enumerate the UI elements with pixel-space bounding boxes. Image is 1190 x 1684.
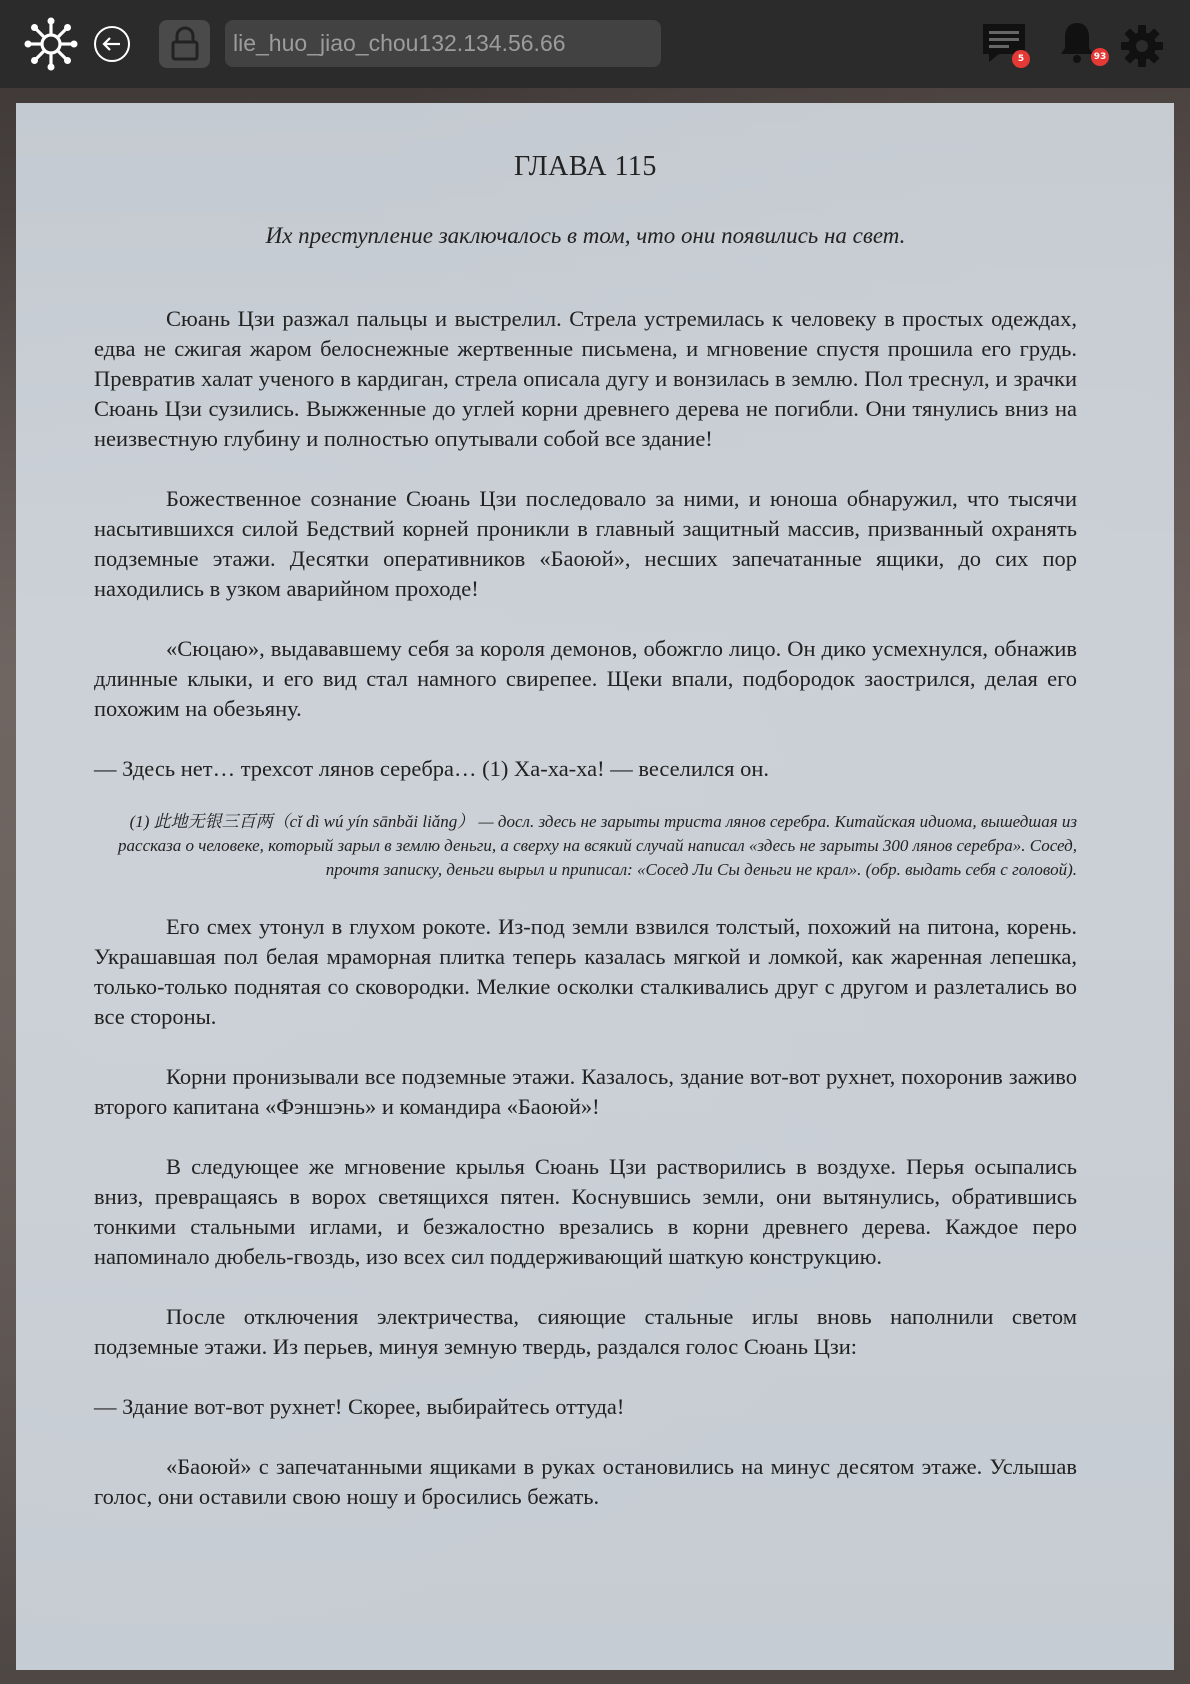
- dialogue-line: — Здесь нет… трехсот лянов серебра… (1) Ха-ха-ха! — веселился он.: [94, 756, 770, 781]
- network-hub-icon[interactable]: [22, 16, 80, 72]
- browser-toolbar: [0, 0, 1190, 88]
- lock-icon: [168, 26, 202, 62]
- settings-button[interactable]: [1118, 22, 1166, 70]
- back-button[interactable]: [92, 26, 132, 62]
- lock-button[interactable]: [159, 20, 210, 68]
- notifications-button[interactable]: [1055, 18, 1107, 66]
- paragraph: Корни пронизывали все подземные этажи. Казалось, здание вот-вот рухнет, похоронив заживо второго капитана «Фэншэнь» и командира «Баоюй»!: [94, 1064, 1077, 1119]
- paragraph: Сюань Цзи разжал пальцы и выстрелил. Стрела устремилась к человеку в простых одеждах, едва не сжигая жаром белоснежные жертвенные письмена, и мгновение спустя прошила его грудь. Превратив халат ученого в кардиган, стрела описала дугу и вонзилась в землю. Пол треснул, и зрачки Сюань Цзи сузились. Выжженные до углей корни древнего дерева не погибли. Они тянулись вниз на неизвестную глубину и полностью опутывали собой все здание!: [94, 306, 1077, 451]
- back-arrow-icon: [93, 25, 131, 63]
- paragraph: Божественное сознание Сюань Цзи последовало за ними, и юноша обнаружил, что тысячи насытившихся силой Бедствий корней проникли в главный защитный массив, призванный охранять подземные этажи. Десятки оперативников «Баоюй», несших запечатанные ящики, до сих пор находились в узком аварийном проходе!: [94, 486, 1077, 601]
- address-input[interactable]: [225, 20, 661, 67]
- chapter-epigraph: Их преступление заключалось в том, что они появились на свет.: [265, 223, 906, 248]
- paragraph: В следующее же мгновение крылья Сюань Цзи растворились в воздухе. Перья осыпались вниз, превращаясь в ворох светящихся пятен. Коснувшись земли, они вытянулись, обратившись тонкими стальными иглами, и безжалостно врезались в корни древнего дерева. Каждое перо напоминало дюбель-гвоздь, изо всех сил поддерживающий шаткую конструкцию.: [94, 1154, 1077, 1269]
- paragraph: После отключения электричества, сияющие стальные иглы вновь наполнили светом подземные этажи. Из перьев, минуя земную твердь, раздался голос Сюань Цзи:: [94, 1304, 1077, 1359]
- messages-button[interactable]: [980, 20, 1028, 66]
- paragraph: «Сюцаю», выдававшему себя за короля демонов, обожгло лицо. Он дико усмехнулся, обнажив длинные клыки, и его вид стал намного свирепее. Щеки впали, подбородок заострился, делая его похожим на обезьяну.: [94, 636, 1077, 721]
- footnote: (1) 此地无银三百两（cǐ dì wú yín sānbǎi liǎng） — досл. здесь не зарыты триста лянов серебра. Китайская идиома, вышедшая из рассказа о человеке, который зарыл в землю деньги, а сверху на всякий случай написал «здесь не зарыты 300 лянов серебра». Сосед, прочтя записку, деньги вырыл и приписал: «Сосед Ли Сы деньги не крал». (обр. выдать себя с головой).: [118, 812, 1077, 879]
- chapter-page: [16, 103, 1174, 1670]
- notifications-count-badge: 93: [1091, 48, 1109, 66]
- chapter-title: ГЛАВА 115: [514, 151, 657, 182]
- paragraph: Его смех утонул в глухом рокоте. Из-под земли взвился толстый, похожий на питона, корень. Украшавшая пол белая мраморная плитка теперь казалась мягкой и ломкой, как жаренная лепешка, только-только поднятая со сковородки. Мелкие осколки сталкивались друг с другом и разлетались во все стороны.: [94, 914, 1077, 1029]
- gear-icon: [1120, 24, 1164, 68]
- paragraph: «Баоюй» с запечатанными ящиками в руках остановились на минус десятом этаже. Услышав голос, они оставили свою ношу и бросились бежать.: [94, 1454, 1077, 1509]
- dialogue-line: — Здание вот-вот рухнет! Скорее, выбирайтесь оттуда!: [94, 1394, 625, 1419]
- chapter-body: [94, 304, 1077, 1512]
- messages-count-badge: 5: [1012, 50, 1030, 68]
